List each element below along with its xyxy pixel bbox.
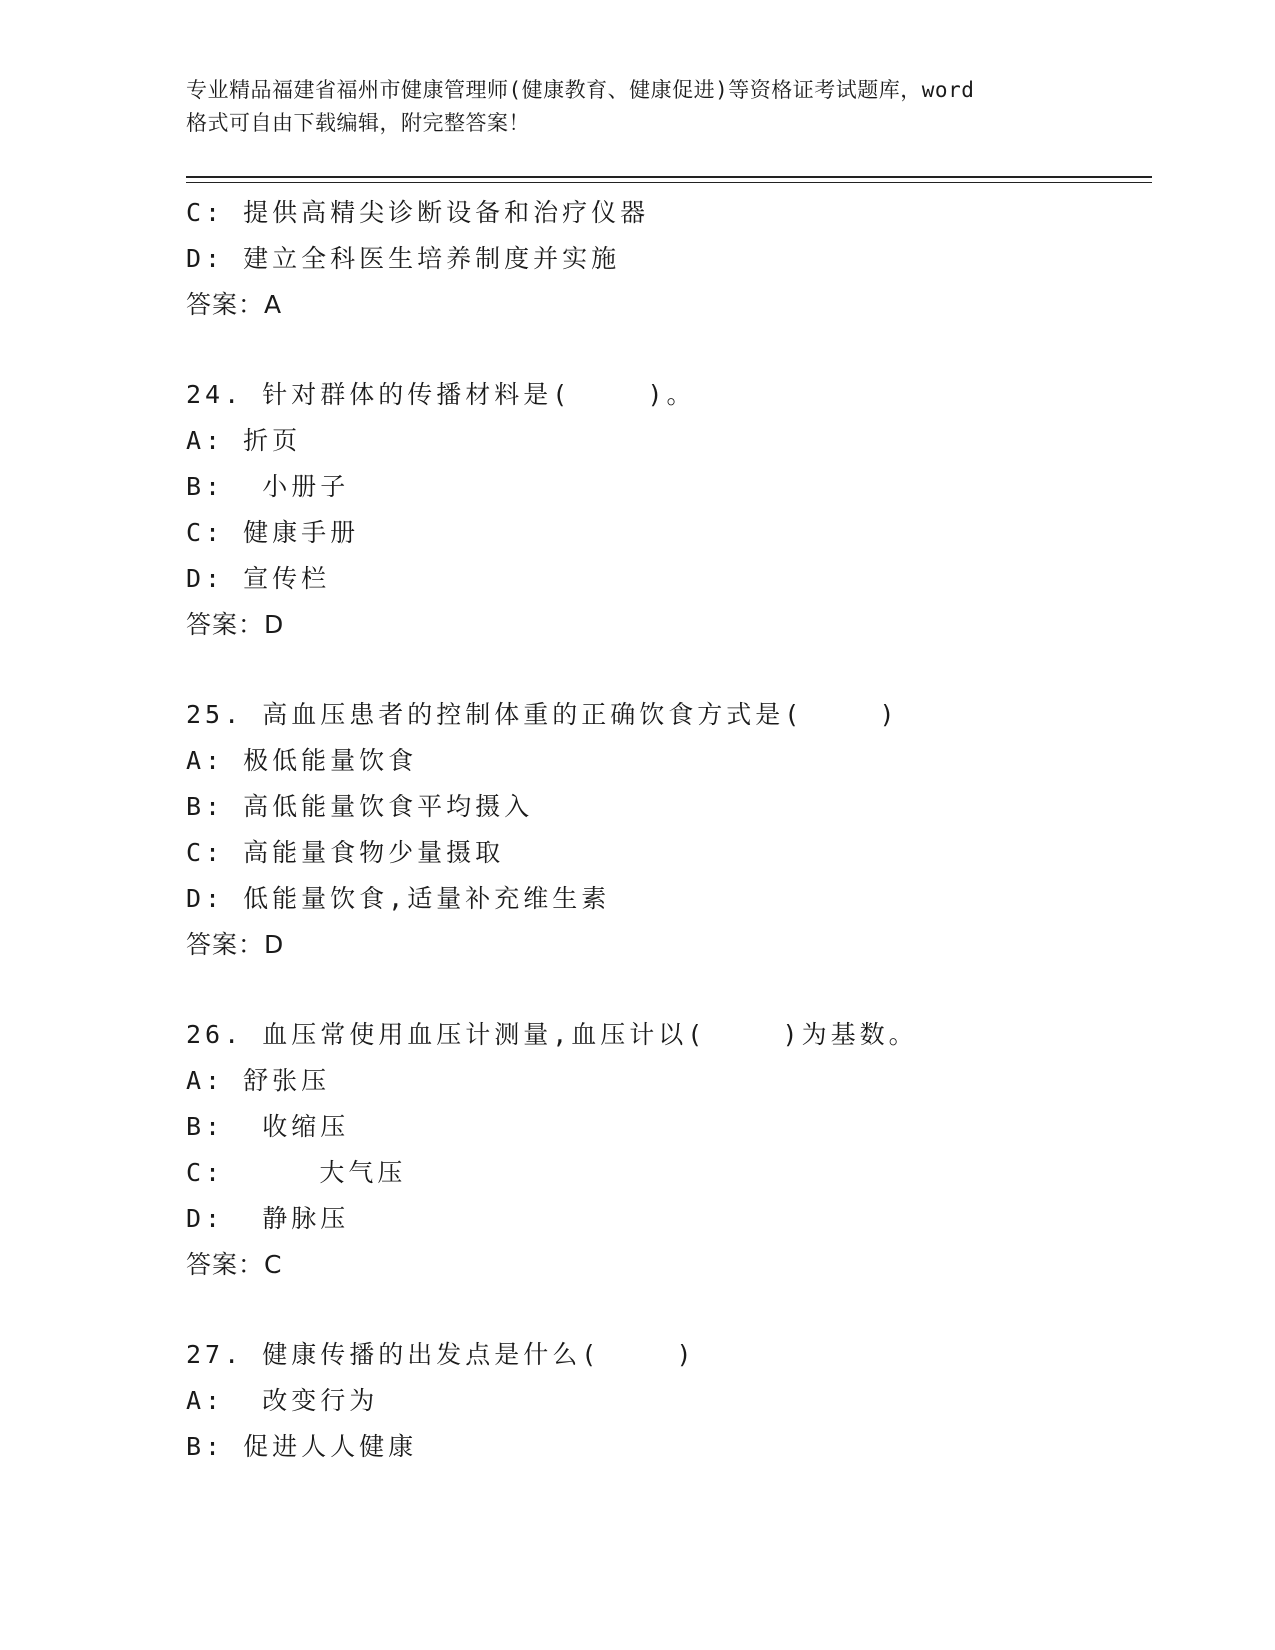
option-b: B: 收缩压: [186, 1112, 350, 1141]
header-divider-thin: [186, 182, 1152, 183]
answer-line: 答案：C: [186, 1250, 283, 1279]
option-b: B: 小册子: [186, 472, 350, 501]
question-block-23: [186, 190, 1146, 328]
option-a: A: 极低能量饮食: [186, 746, 418, 775]
question-block-25: [186, 692, 1146, 968]
answer-line: 答案：D: [186, 930, 285, 959]
spacer: [186, 1288, 1146, 1332]
answer-line: 答案：A: [186, 290, 283, 319]
question-text: 24. 针对群体的传播材料是( )。: [186, 380, 696, 409]
question-text: 27. 健康传播的出发点是什么( ): [186, 1340, 696, 1369]
question-block-24: [186, 372, 1146, 648]
option-b: B: 高低能量饮食平均摄入: [186, 792, 534, 821]
question-text: 26. 血压常使用血压计测量,血压计以( )为基数。: [186, 1020, 918, 1049]
header-line-1: 专业精品福建省福州市健康管理师(健康教育、健康促进)等资格证考试题库，word: [186, 78, 975, 102]
document-header: [186, 74, 1086, 140]
option-a: A: 舒张压: [186, 1066, 331, 1095]
header-divider-thick: [186, 176, 1152, 178]
option-b: B: 促进人人健康: [186, 1432, 418, 1461]
question-text: 25. 高血压患者的控制体重的正确饮食方式是( ): [186, 700, 899, 729]
option-c: C: 健康手册: [186, 518, 360, 547]
option-d: D: 建立全科医生培养制度并实施: [186, 244, 621, 273]
spacer: [186, 648, 1146, 692]
option-c: C: 提供高精尖诊断设备和治疗仪器: [186, 198, 650, 227]
answer-line: 答案：D: [186, 610, 285, 639]
option-c: C: 大气压: [186, 1158, 407, 1187]
spacer: [186, 328, 1146, 372]
option-a: A: 折页: [186, 426, 302, 455]
question-block-26: [186, 1012, 1146, 1288]
option-c: C: 高能量食物少量摄取: [186, 838, 505, 867]
option-d: D: 宣传栏: [186, 564, 331, 593]
option-d: D: 低能量饮食,适量补充维生素: [186, 884, 611, 913]
option-d: D: 静脉压: [186, 1204, 350, 1233]
option-a: A: 改变行为: [186, 1386, 379, 1415]
question-block-27: [186, 1332, 1146, 1470]
spacer: [186, 968, 1146, 1012]
header-line-2: 格式可自由下载编辑，附完整答案！: [186, 111, 530, 135]
question-list: [186, 190, 1146, 1470]
